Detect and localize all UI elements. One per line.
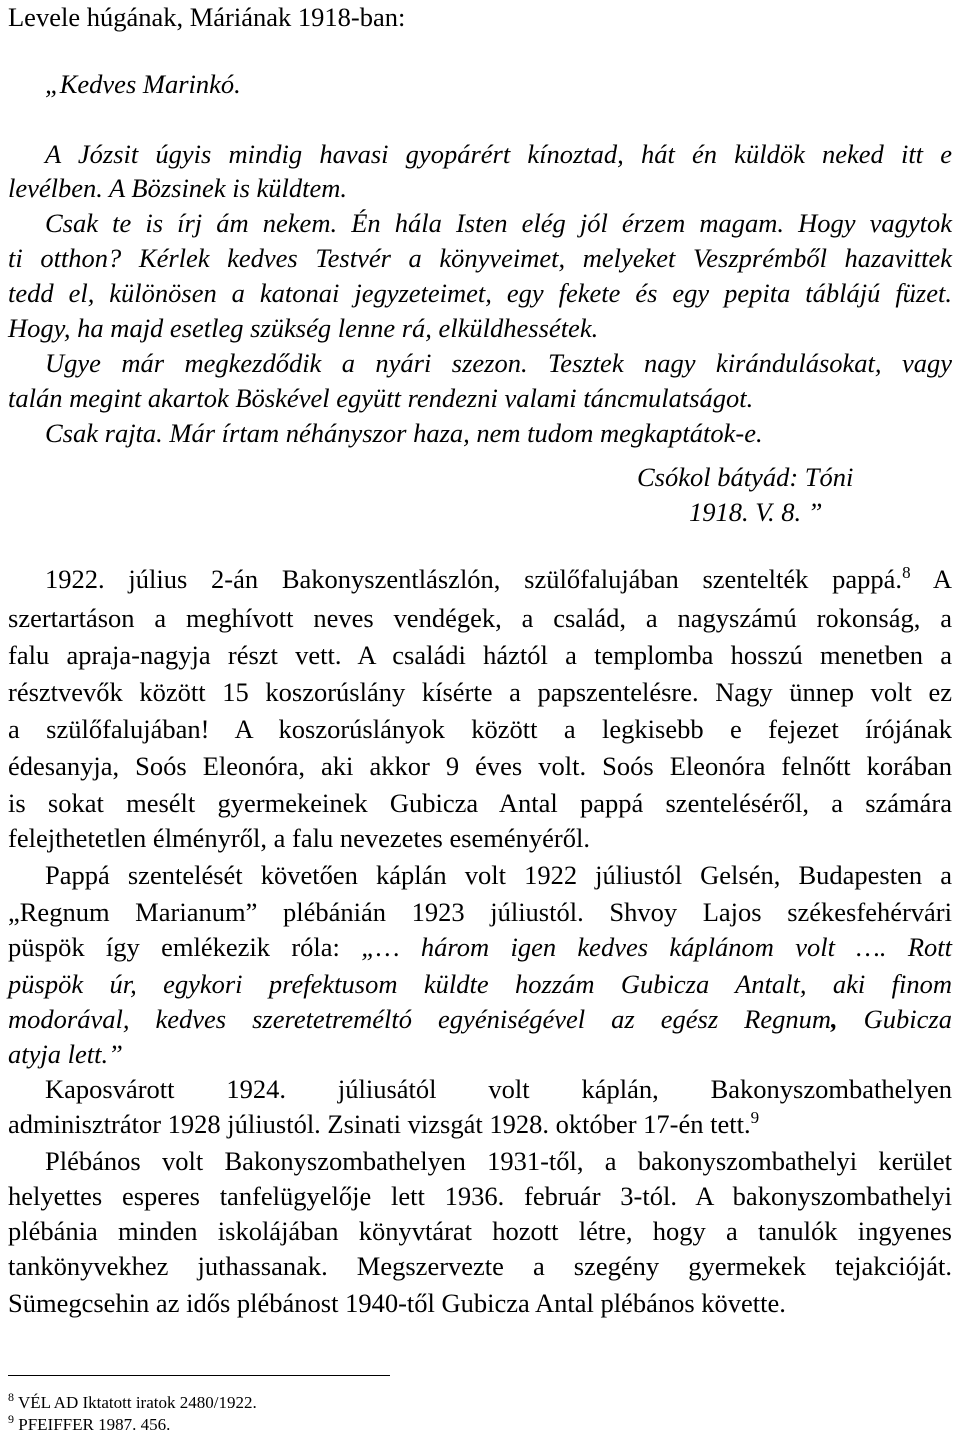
letter-line: talán megint akartok Böskével együtt rendezni valami táncmulatságot. <box>8 383 754 413</box>
body-line: „Regnum Marianum” plébánián 1923 júliustól. Shvoy Lajos székesfehérvári <box>8 897 952 927</box>
body-line: helyettes esperes tanfelügyelője lett 1936. február 3-tól. A bakonyszombathelyi <box>8 1181 952 1211</box>
letter-line: Csak rajta. Már írtam néhányszor haza, nem tudom megkaptátok-e. <box>45 418 763 448</box>
body-line: modorával, kedves szeretetreméltó egyéniségével az egész Regnum, Gubicza <box>8 1004 952 1034</box>
footnote-8: $^8$ VÉL AD Iktatott iratok 2480/1922. <box>8 1390 257 1412</box>
body-line: Pappá szentelését követően káplán volt 1922 júliustól Gelsén, Budapesten a <box>45 860 952 890</box>
footnote-separator <box>8 1375 390 1376</box>
body-line: falu apraja-nagyja részt vett. A családi háztól a templomba hosszú menetben a <box>8 640 952 670</box>
body-line: is sokat mesélt gyermekeinek Gubicza Antal pappá szenteléséről, a számára <box>8 788 952 818</box>
body-line: atyja lett.” <box>8 1039 123 1069</box>
letter-date: 1918. V. 8. ” <box>689 497 823 527</box>
footnote-ref: 8 <box>902 563 911 582</box>
footnote-9: $^9$ PFEIFFER 1987. 456. <box>8 1412 171 1434</box>
footnote-ref: 9 <box>750 1108 760 1127</box>
body-line: felejthetetlen élményről, a falu nevezetes eseményéről. <box>8 823 590 853</box>
letter-line: tedd el, különösen a katonai jegyzeteimet, egy fekete és egy pepita táblájú füzet. <box>8 278 952 308</box>
body-line: püspök úr, egykori prefektusom küldte hozzám Gubicza Antalt, aki finom <box>8 969 952 999</box>
letter-line: ti otthon? Kérlek kedves Testvér a könyveimet, melyeket Veszprémből hazavittek <box>8 243 952 273</box>
body-line: püspök így emlékezik róla: „… három igen kedves káplánom volt …. Rott <box>8 932 952 962</box>
letter-salutation: „Kedves Marinkó. <box>45 69 241 99</box>
letter-line: Ugye már megkezdődik a nyári szezon. Tesztek nagy kirándulásokat, vagy <box>45 348 952 378</box>
body-line: plébánia minden iskolájában könyvtárat hozott létre, hogy a tanulók ingyenes <box>8 1216 952 1246</box>
letter-line: Hogy, ha majd esetleg szükség lenne rá, elküldhessétek. <box>8 313 599 343</box>
body-line: adminisztrátor 1928 júliustól. Zsinati vizsgát 1928. október 17-én tett.$^9$ <box>8 1108 760 1139</box>
body-line: Sümegcsehin az idős plébánost 1940-től Gubicza Antal plébános követte. <box>8 1288 786 1318</box>
intro-line: Levele húgának, Máriának 1918-ban: <box>8 2 406 32</box>
body-line: tankönyvekhez juthassanak. Megszervezte a szegény gyermekek tejakcióját. <box>8 1251 952 1281</box>
body-line: édesanyja, Soós Eleonóra, aki akkor 9 éves volt. Soós Eleonóra felnőtt korában <box>8 751 952 781</box>
body-line: Plébános volt Bakonyszombathelyen 1931-től, a bakonyszombathelyi kerület <box>45 1146 952 1176</box>
body-line: résztvevők között 15 koszorúslány kísérte a papszentelésre. Nagy ünnep volt ez <box>8 677 952 707</box>
letter-line: Csak te is írj ám nekem. Én hála Isten elég jól érzem magam. Hogy vagytok <box>45 208 952 238</box>
body-line: a szülőfalujában! A koszorúslányok között a legkisebb e fejezet írójának <box>8 714 952 744</box>
letter-line: A Józsit úgyis mindig havasi gyopárért kínoztad, hát én küldök neked itt e <box>45 139 952 169</box>
body-line: szertartáson a meghívott neves vendégek, a család, a nagyszámú rokonság, a <box>8 603 952 633</box>
body-line: 1922. július 2-án Bakonyszentlászlón, szülőfalujában szentelték pappá.$^8$ A <box>45 563 952 594</box>
letter-closing: Csókol bátyád: Tóni <box>637 462 854 492</box>
body-line: Kaposvárott 1924. júliusától volt káplán, Bakonyszombathelyen <box>45 1074 952 1104</box>
letter-line: levélben. A Bözsinek is küldtem. <box>8 173 348 203</box>
